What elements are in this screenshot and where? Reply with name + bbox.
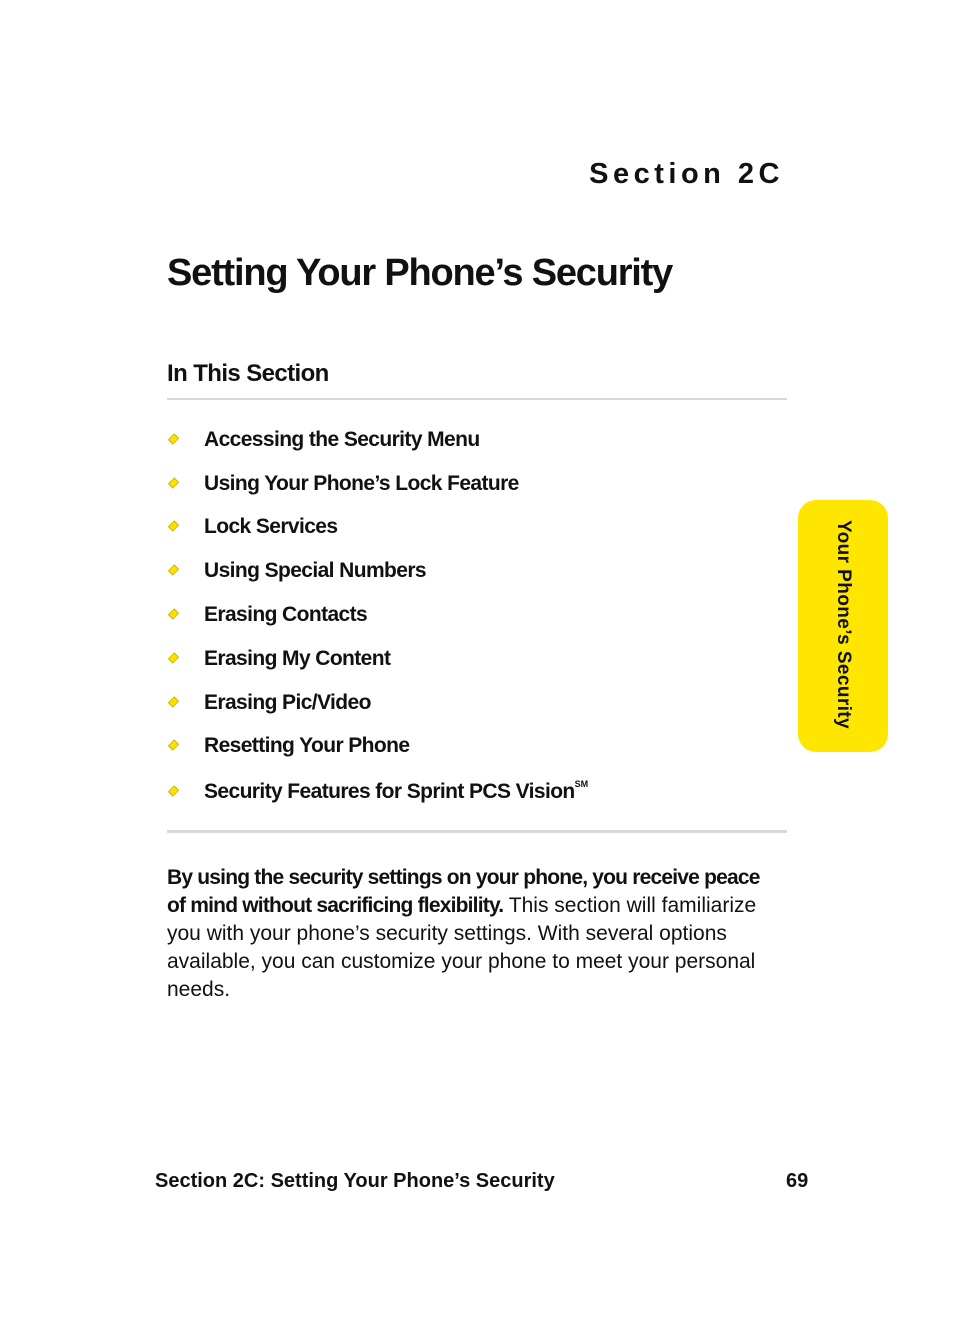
intro-lead: By using the security settings on your phone, you receive peace of mind without sacrificing flexibility. (167, 866, 760, 917)
intro-body: This section will familiarize you with your phone’s security settings. With several options available, you can customize your phone to meet your personal needs. (167, 894, 757, 1001)
diamond-bullet-icon (168, 609, 179, 620)
list-item-label[interactable]: Erasing Pic/Video (204, 690, 371, 714)
diamond-bullet-icon (168, 696, 179, 707)
list-item (167, 462, 787, 506)
page-number: 69 (786, 1170, 809, 1192)
intro-paragraph (167, 864, 767, 1004)
list-item-label[interactable]: Using Your Phone’s Lock Feature (204, 471, 519, 495)
list-item (167, 549, 787, 593)
diamond-bullet-icon (168, 786, 179, 797)
diamond-bullet-icon (168, 740, 179, 751)
diamond-bullet-icon (168, 652, 179, 663)
list-item-label[interactable]: Erasing Contacts (204, 603, 368, 627)
list-item (167, 593, 787, 637)
list-item (167, 418, 787, 462)
list-item-label[interactable]: Accessing the Security Menu (204, 427, 480, 451)
diamond-bullet-icon (168, 433, 179, 444)
list-item-label-wrapper[interactable] (204, 780, 588, 804)
list-item (167, 637, 787, 681)
list-item (167, 725, 787, 769)
list-item-label[interactable]: Using Special Numbers (204, 559, 426, 583)
side-tab[interactable] (798, 500, 888, 752)
divider-bottom (167, 830, 787, 833)
page-title: Setting Your Phone’s Security (167, 252, 673, 294)
list-item (167, 506, 787, 550)
in-this-section-heading: In This Section (167, 360, 329, 387)
list-item-label[interactable]: Erasing My Content (204, 646, 391, 670)
list-item (167, 681, 787, 725)
list-item-label[interactable]: Resetting Your Phone (204, 734, 410, 758)
diamond-bullet-icon (168, 565, 179, 576)
section-contents-list (167, 418, 787, 816)
list-item (167, 768, 787, 816)
side-tab-label: Your Phone’s Security (833, 520, 854, 730)
service-mark: SM (574, 779, 589, 790)
diamond-bullet-icon (168, 477, 179, 488)
diamond-bullet-icon (168, 521, 179, 532)
list-item-label[interactable]: Lock Services (204, 515, 338, 539)
section-label: Section 2C (589, 158, 784, 190)
list-item-label: Security Features for Sprint PCS Vision (204, 780, 575, 804)
divider-top (167, 398, 787, 400)
footer-section-title: Section 2C: Setting Your Phone’s Security (155, 1170, 555, 1192)
